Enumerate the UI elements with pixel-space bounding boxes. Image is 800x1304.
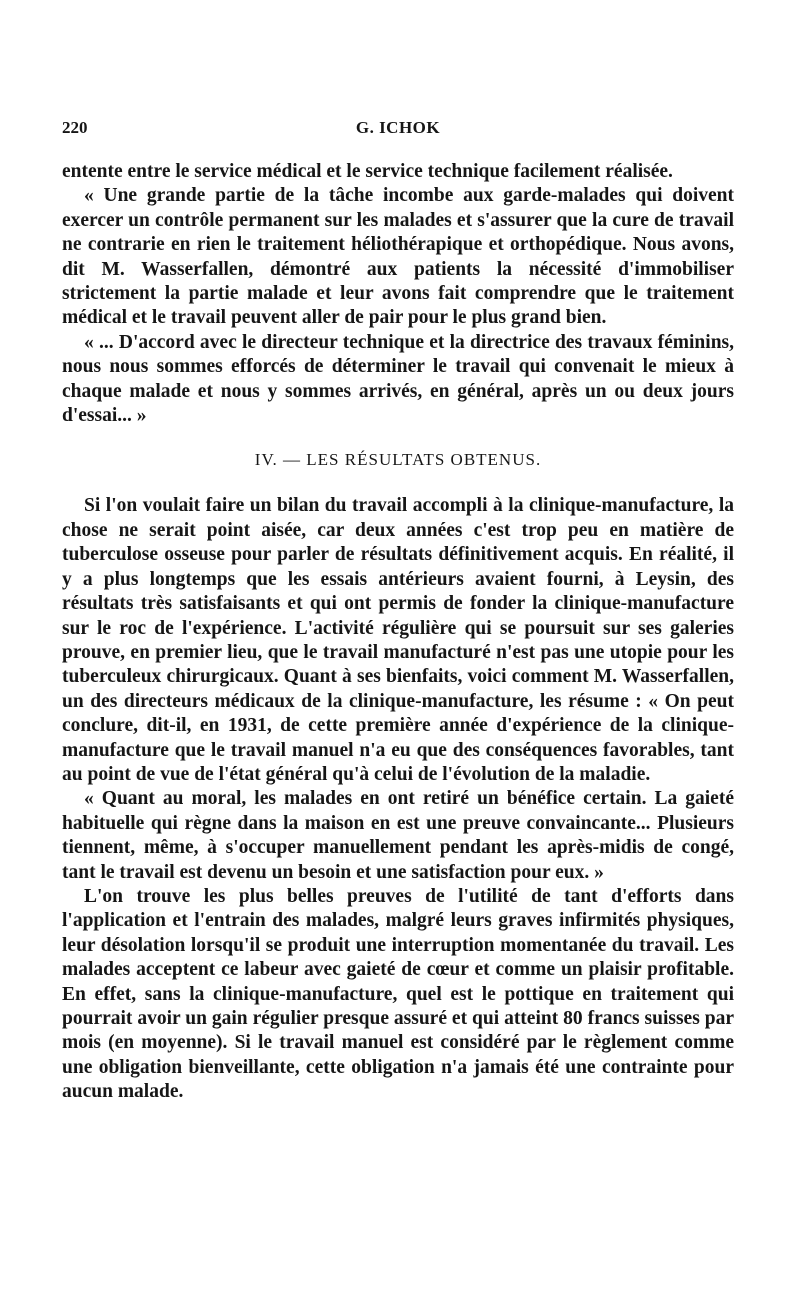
book-page xyxy=(62,118,734,1105)
paragraph-results-3: L'on trouve les plus belles preuves de l'utilité de tant d'efforts dans l'application et l'entrain des malades, malgré leurs graves infirmités physiques, leur désolation lorsqu'il se produit une interruption momentanée du travail. Les malades acceptent ce labeur avec gaieté de cœur et comme un plaisir profitable. En effet, sans la clinique-manufacture, quel est le pottique en traitement qui pourrait avoir un gain régulier presque assuré et qui atteint 80 francs suisses par mois (en moyenne). Si le travail manuel est considéré par le règlement comme une obligation bienveillante, cette obligation n'a jamais été une contrainte pour aucun malade. xyxy=(62,885,734,1103)
paragraph-quote-2: « ... D'accord avec le directeur technique et la directrice des travaux féminins, nous nous sommes efforcés de déterminer le travail qui convenait le mieux à chaque malade et nous y sommes arrivés, en général, après un ou deux jours d'essai... » xyxy=(62,331,734,427)
paragraph-continuation: entente entre le service médical et le service technique facilement réalisée. xyxy=(62,161,673,182)
paragraph-results-1: Si l'on voulait faire un bilan du travail accompli à la clinique-manufacture, la chose ne serait point aisée, car deux années c'est trop peu en matière de tuberculose osseuse pour parler de résultats définitivement acquis. En réalité, il y a plus longtemps que les essais antérieurs avaient fourni, à Leysin, des résultats très satisfaisants et qui ont permis de fonder la clinique-manufacture sur le roc de l'expérience. L'activité régulière qui se poursuit sur ses galeries prouve, en premier lieu, que le travail manufacturé n'est pas une utopie pour les tuberculeux chirurgicaux. Quant à ses bienfaits, voici comment M. Wasserfallen, un des directeurs médicaux de la clinique-manufacture, les résume : « On peut conclure, dit-il, en 1931, de cette première année d'expérience de la clinique-manufacture que le travail manuel n'a eu que des conséquences favorables, tant au point de vue de l'état général qu'à celui de l'évolution de la maladie. xyxy=(62,495,734,785)
running-title: G. ICHOK xyxy=(355,118,441,137)
body-text xyxy=(62,160,734,1105)
page-header xyxy=(62,118,734,144)
section-heading: IV. — LES RÉSULTATS OBTENUS. xyxy=(254,450,542,470)
paragraph-results-2: « Quant au moral, les malades en ont retiré un bénéfice certain. La gaieté habituelle qui règne dans la maison en est une preuve convaincante... Plusieurs tiennent, même, à s'occuper manuellement pendant les après-midis de congé, tant le travail est devenu un besoin et une satisfaction pour eux. » xyxy=(62,788,734,883)
page-number: 220 xyxy=(62,118,88,137)
paragraph-quote-1: « Une grande partie de la tâche incombe aux garde-malades qui doivent exercer un contrôle permanent sur les malades et s'assurer que la cure de travail ne contrarie en rien le traitement héliothérapique et orthopédique. Nous avons, dit M. Wasserfallen, démontré aux patients la nécessité d'immobiliser strictement la partie malade et leur avons fait comprendre que le traitement médical et le travail peuvent aller de pair pour le plus grand bien. xyxy=(62,185,734,329)
